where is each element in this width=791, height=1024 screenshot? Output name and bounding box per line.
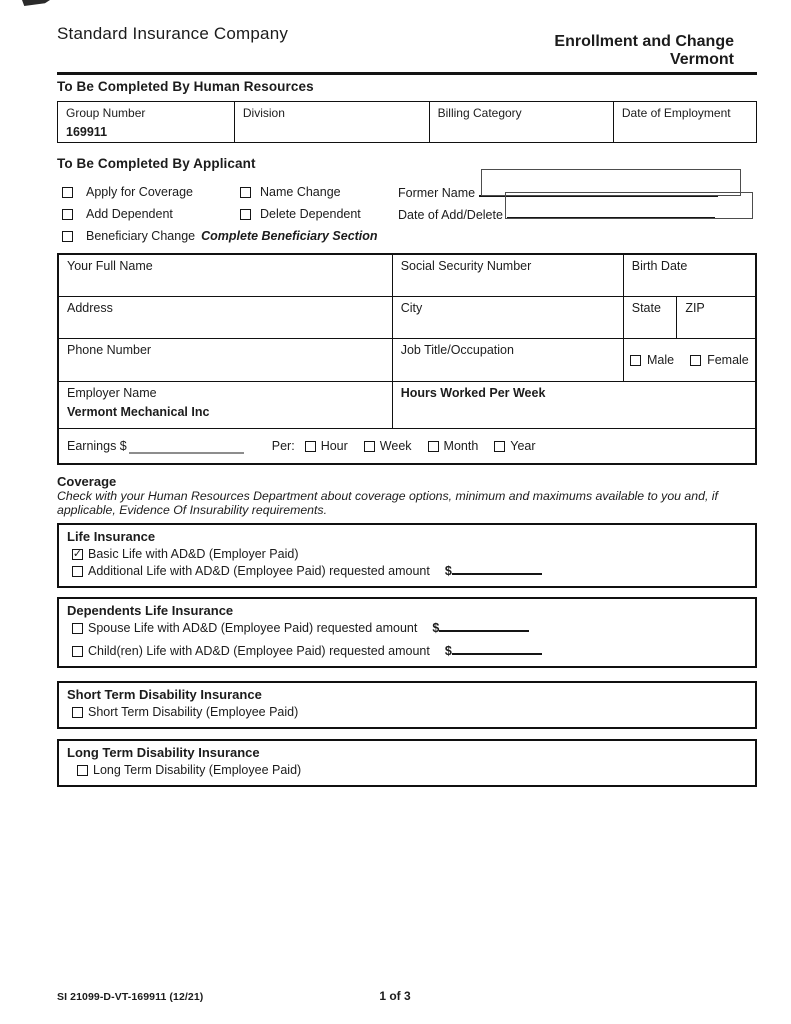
full-name-label: Your Full Name <box>67 259 153 273</box>
applicant-options <box>57 181 757 247</box>
info-row-phone <box>59 338 755 381</box>
name-change-option <box>240 185 398 199</box>
employer-value: Vermont Mechanical Inc <box>67 405 210 419</box>
earnings-input[interactable] <box>129 442 244 454</box>
birth-date-label: Birth Date <box>631 259 688 273</box>
child-life-checkbox[interactable] <box>72 646 83 657</box>
coverage-note: Check with your Human Resources Department about coverage options, minimum and maximums available to you and, if applicable, Evidence Of Insurability requirements. <box>57 489 718 517</box>
page-indicator: 1 of 3 <box>379 989 411 1003</box>
per-label: Per: <box>271 439 295 453</box>
per-year-checkbox[interactable] <box>494 441 505 452</box>
per-options <box>305 439 536 453</box>
form-title <box>554 33 734 69</box>
long-term-disability-heading: Long Term Disability Insurance <box>67 745 260 760</box>
per-hour-checkbox[interactable] <box>305 441 316 452</box>
per-month-checkbox[interactable] <box>428 441 439 452</box>
long-term-disability-checkbox[interactable] <box>77 765 88 776</box>
zip-label: ZIP <box>685 301 705 315</box>
per-month-option <box>428 439 479 453</box>
long-term-disability-label: Long Term Disability (Employee Paid) <box>93 763 302 777</box>
beneficiary-change-checkbox[interactable] <box>62 231 73 242</box>
per-week-option <box>364 439 412 453</box>
short-term-disability-heading: Short Term Disability Insurance <box>67 687 262 702</box>
phone-cell[interactable] <box>59 339 392 381</box>
male-checkbox[interactable] <box>630 355 641 366</box>
spouse-life-amount-input[interactable] <box>439 622 529 632</box>
address-label: Address <box>67 301 113 315</box>
billing-category-label: Billing Category <box>437 106 522 120</box>
per-week-label: Week <box>379 439 412 453</box>
add-dependent-label: Add Dependent <box>86 207 173 221</box>
per-hour-option <box>305 439 348 453</box>
form-code: SI 21099-D-VT-169911 (12/21) <box>57 991 204 1003</box>
zip-cell[interactable] <box>676 297 755 338</box>
dependents-life-heading: Dependents Life Insurance <box>67 603 234 618</box>
basic-life-option <box>67 547 747 561</box>
apply-for-coverage-label: Apply for Coverage <box>86 185 194 199</box>
job-title-cell[interactable] <box>392 339 623 381</box>
short-term-disability-checkbox[interactable] <box>72 707 83 718</box>
male-label: Male <box>646 353 675 367</box>
hr-table <box>57 101 757 143</box>
spouse-life-checkbox[interactable] <box>72 623 83 634</box>
female-option <box>690 353 749 367</box>
spouse-life-label: Spouse Life with AD&D (Employee Paid) requested amount <box>88 621 418 635</box>
ssn-cell[interactable] <box>392 255 623 296</box>
form-title-line1: Enrollment and Change <box>554 33 734 50</box>
ssn-label: Social Security Number <box>400 259 532 273</box>
date-of-employment-cell[interactable] <box>613 102 756 142</box>
hours-worked-label: Hours Worked Per Week <box>400 386 546 400</box>
birth-date-cell[interactable] <box>623 255 755 296</box>
short-term-disability-label: Short Term Disability (Employee Paid) <box>88 705 299 719</box>
delete-dependent-label: Delete Dependent <box>260 207 361 221</box>
date-add-delete-input-box <box>505 192 753 219</box>
employer-cell[interactable] <box>59 382 392 428</box>
basic-life-checkbox[interactable]: ✓ <box>72 547 83 560</box>
group-number-value: 169911 <box>66 125 108 139</box>
add-dependent-checkbox[interactable] <box>62 209 73 220</box>
full-name-cell[interactable] <box>59 255 392 296</box>
name-change-checkbox[interactable] <box>240 187 251 198</box>
beneficiary-change-note: Complete Beneficiary Section <box>201 229 378 243</box>
state-cell[interactable] <box>623 297 677 338</box>
header-divider <box>57 72 757 75</box>
apply-for-coverage-checkbox[interactable] <box>62 187 73 198</box>
city-cell[interactable] <box>392 297 623 338</box>
per-year-label: Year <box>510 439 536 453</box>
female-checkbox[interactable] <box>690 355 701 366</box>
name-change-label: Name Change <box>260 185 341 199</box>
child-life-amount-input[interactable] <box>452 645 542 655</box>
life-insurance-box <box>57 523 757 588</box>
hours-worked-cell[interactable] <box>392 382 755 428</box>
short-term-disability-option <box>67 705 747 719</box>
spouse-life-amount-prefix: $ <box>432 621 440 635</box>
beneficiary-change-label: Beneficiary Change <box>86 229 196 243</box>
date-add-delete-input[interactable] <box>507 206 715 219</box>
delete-dependent-option <box>240 207 398 221</box>
group-number-label: Group Number <box>66 106 146 120</box>
date-add-delete-label: Date of Add/Delete <box>398 208 503 222</box>
long-term-disability-box <box>57 739 757 787</box>
applicant-section-heading: To Be Completed By Applicant <box>57 156 256 171</box>
child-life-option <box>67 644 747 658</box>
phone-label: Phone Number <box>67 343 152 357</box>
basic-life-label: Basic Life with AD&D (Employer Paid) <box>88 547 299 561</box>
scan-artifact <box>22 0 50 6</box>
applicant-options-row2 <box>57 203 757 225</box>
delete-dependent-checkbox[interactable] <box>240 209 251 220</box>
employer-label: Employer Name <box>67 386 157 400</box>
long-term-disability-option <box>67 763 747 777</box>
coverage-heading: Coverage <box>57 474 117 489</box>
division-label: Division <box>242 106 285 120</box>
additional-life-label: Additional Life with AD&D (Employee Paid) requested amount <box>88 564 430 578</box>
short-term-disability-box <box>57 681 757 729</box>
male-option <box>630 353 674 367</box>
per-year-option <box>494 439 535 453</box>
beneficiary-change-option <box>57 229 378 243</box>
additional-life-amount-input[interactable] <box>452 565 542 575</box>
additional-life-checkbox[interactable] <box>72 566 83 577</box>
child-life-label: Child(ren) Life with AD&D (Employee Paid) requested amount <box>88 644 430 658</box>
division-cell[interactable] <box>234 102 429 142</box>
former-name-label: Former Name <box>398 186 476 200</box>
company-name: Standard Insurance Company <box>57 24 289 43</box>
date-add-delete-field-group <box>398 206 757 222</box>
per-hour-label: Hour <box>320 439 348 453</box>
apply-for-coverage-option <box>57 185 240 199</box>
additional-life-amount-prefix: $ <box>444 564 452 578</box>
billing-category-cell[interactable] <box>429 102 613 142</box>
info-row-earnings <box>59 428 755 463</box>
per-week-checkbox[interactable] <box>364 441 375 452</box>
per-month-label: Month <box>443 439 479 453</box>
city-label: City <box>400 301 423 315</box>
date-of-employment-label: Date of Employment <box>621 106 731 120</box>
sex-cell <box>623 339 755 381</box>
job-title-label: Job Title/Occupation <box>400 343 514 357</box>
info-row-name <box>59 255 755 296</box>
additional-life-option <box>67 564 747 578</box>
hr-section-heading: To Be Completed By Human Resources <box>57 79 314 94</box>
dependents-life-box <box>57 597 757 668</box>
female-label: Female <box>707 353 749 367</box>
life-insurance-heading: Life Insurance <box>67 529 156 544</box>
applicant-info-table <box>57 253 757 465</box>
form-title-line2: Vermont <box>669 51 734 68</box>
group-number-cell[interactable] <box>58 102 234 142</box>
info-row-employer <box>59 381 755 428</box>
spouse-life-option <box>67 621 747 635</box>
add-dependent-option <box>57 207 240 221</box>
earnings-label: Earnings $ <box>67 439 127 453</box>
applicant-options-row3 <box>57 225 757 247</box>
info-row-address <box>59 296 755 338</box>
address-cell[interactable] <box>59 297 392 338</box>
earnings-cell <box>59 429 755 463</box>
state-label: State <box>631 301 661 315</box>
child-life-amount-prefix: $ <box>444 644 452 658</box>
